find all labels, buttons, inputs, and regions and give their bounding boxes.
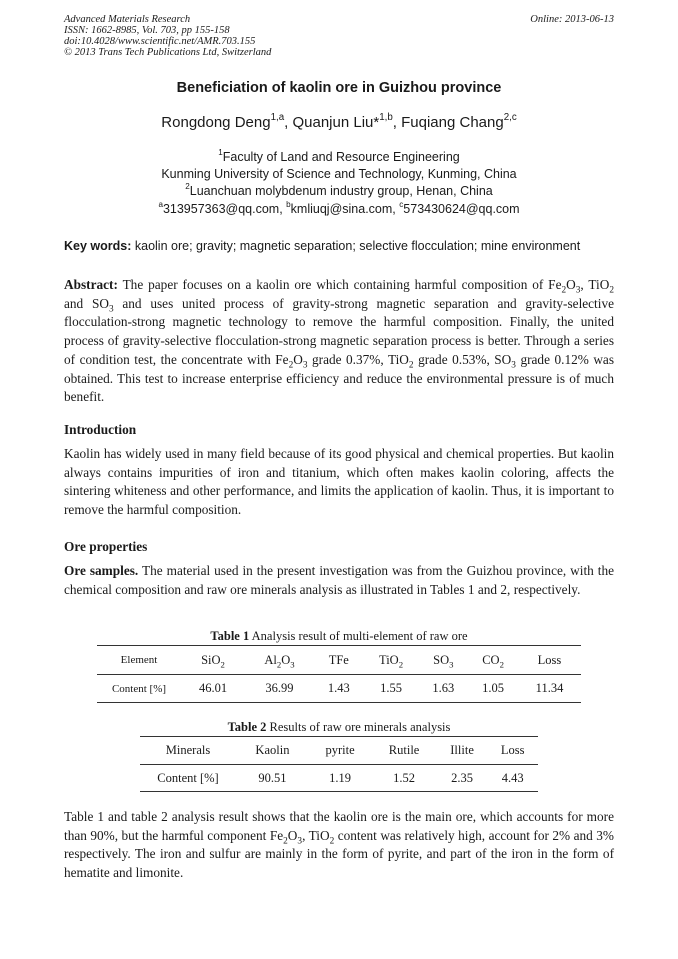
table-header-cell: $SO_3$ xyxy=(418,646,468,675)
ore-samples-label: Ore samples. xyxy=(64,563,139,578)
journal-header xyxy=(64,14,271,58)
keywords-text: kaolin ore; gravity; magnetic separation; selective flocculation; mine environment xyxy=(131,239,581,253)
journal-name: Advanced Materials Research xyxy=(64,14,191,25)
table-header-cell: Loss xyxy=(518,646,581,675)
abstract: Abstract: The paper focuses on a kaolin ore which containing harmful composition of $Fe_2O_3$, TiO$_2$ and $SO_3$ and uses united process of gravity-strong magnetic separation and gravity-selective flocculation-strong magnetic technology to remove the harmful composition. Finally, the united process of gravity-selective flocculation-strong magnetic separation process is better. Through a series of condition test, the concentrate with $Fe_2O_3$ grade 0.37%, TiO$_2$ grade 0.53%, $SO_3$ grade 0.12% was obtained. This test to increase enterprise efficiency and reduce the environmental pressure is of much benefit. xyxy=(64,277,615,405)
table-header-cell: TFe xyxy=(314,646,364,675)
affiliation-1-line2: Kunming University of Science and Technology, Kunming, China xyxy=(161,167,517,181)
author-name: Rongdong Deng xyxy=(161,114,271,131)
table-header-row xyxy=(97,646,581,675)
keywords-label: Key words: xyxy=(64,239,132,253)
table-row xyxy=(140,765,538,792)
table-header-cell: Loss xyxy=(487,737,538,765)
section-heading-introduction: Introduction xyxy=(64,422,137,437)
email-link[interactable]: 573430624@qq.com xyxy=(403,202,520,216)
author-name: Fuqiang Chang xyxy=(401,114,504,131)
table-cell: 11.34 xyxy=(535,681,564,695)
table1-caption: Table 1 Analysis result of multi-element of raw ore xyxy=(210,629,468,643)
paper-title: Beneficiation of kaolin ore in Guizhou province xyxy=(176,80,502,96)
table-header-cell: Minerals xyxy=(140,737,236,765)
table-header-cell: Illite xyxy=(437,737,488,765)
table-header-cell: SiO$_2$ xyxy=(181,646,245,675)
table-cell: 1.19 xyxy=(329,770,352,785)
table-header-cell: $Al_2O_3$ xyxy=(245,646,314,675)
author-affil-sup: 1,b xyxy=(379,111,393,123)
author-list: Rongdong Deng$^{1,a}$, Quanjun Liu*$^{1,b}$, Fuqiang Chang$^{2,c}$ xyxy=(161,111,517,131)
table-cell: 1.05 xyxy=(482,681,505,695)
table-header-cell: Element xyxy=(97,646,181,675)
author-name: Quanjun Liu* xyxy=(292,114,380,131)
issn-line: ISSN: 1662-8985, Vol. 703, pp 155-158 xyxy=(64,25,230,36)
table2-caption: Table 2 Results of raw ore minerals analysis xyxy=(227,720,451,734)
copyright-line: © 2013 Trans Tech Publications Ltd, Switzerland xyxy=(64,47,272,58)
email-link[interactable]: 313957363@qq.com, xyxy=(162,202,287,216)
table-header-cell: Rutile xyxy=(371,737,436,765)
keywords xyxy=(64,239,614,253)
author-affil-sup: 2,c xyxy=(503,111,517,123)
table-cell: Content [%] xyxy=(111,682,167,695)
author-affil-sup: 1,a xyxy=(270,111,285,123)
table-cell: 90.51 xyxy=(258,770,287,785)
table-cell: 1.55 xyxy=(380,681,402,695)
table-header-row xyxy=(140,737,538,765)
abstract-label: Abstract: xyxy=(64,277,118,292)
email-link[interactable]: kmliuqj@sina.com, xyxy=(290,202,400,216)
introduction-text: Kaolin has widely used in many field because of its good physical and chemical properties. But kaolin always contains impurities of iron and titanium, which often makes kaolin coloring, affects the sintering whiteness and other performance, and limits the application of kaolin. Thus, it is important to remove the harmful composition. xyxy=(64,446,614,518)
table2 xyxy=(140,736,538,792)
ore-samples-paragraph: Ore samples. The material used in the present investigation was from the Guizhou province, with the chemical composition and raw ore minerals analysis as illustrated in Tables 1 and 2, respectively. xyxy=(64,563,615,597)
doi-line: doi:10.4028/www.scientific.net/AMR.703.155 xyxy=(64,36,256,47)
table-cell: 1.63 xyxy=(432,681,455,695)
table-header-cell: $CO_2$ xyxy=(468,646,518,675)
table-cell: 4.43 xyxy=(501,770,524,785)
table-cell: 2.35 xyxy=(451,770,474,785)
table-cell: 46.01 xyxy=(198,681,228,695)
table-cell: Content [%] xyxy=(157,770,219,785)
table-cell: 36.99 xyxy=(265,681,294,695)
email-line: $^a$313957363@qq.com, $^b$kmliuqj@sina.com, $^c$573430624@qq.com xyxy=(158,199,520,216)
analysis-paragraph: Table 1 and table 2 analysis result shows that the kaolin ore is the main ore, which accounts for more than 90%, but the harmful component $Fe_2O_3$, TiO$_2$ content was relatively high, account for 2% and 3% respectively. The iron and sulfur are mainly in the form of pyrite, and part of the iron in the form of hematite and limonite. xyxy=(64,809,614,881)
table-header-cell: TiO$_2$ xyxy=(364,646,419,675)
affiliation-1: $^1$Faculty of Land and Resource Engineering xyxy=(218,147,460,164)
affiliation-2: $^2$Luanchuan molybdenum industry group, Henan, China xyxy=(185,181,493,198)
table-header-cell: Kaolin xyxy=(236,737,309,765)
table1 xyxy=(97,645,581,703)
table-cell: 1.43 xyxy=(327,681,350,695)
table-header-cell: pyrite xyxy=(309,737,371,765)
online-date: Online: 2013-06-13 xyxy=(530,14,614,25)
table-row xyxy=(97,675,581,703)
table-cell: 1.52 xyxy=(393,770,415,785)
section-heading-ore-properties: Ore properties xyxy=(64,539,148,554)
